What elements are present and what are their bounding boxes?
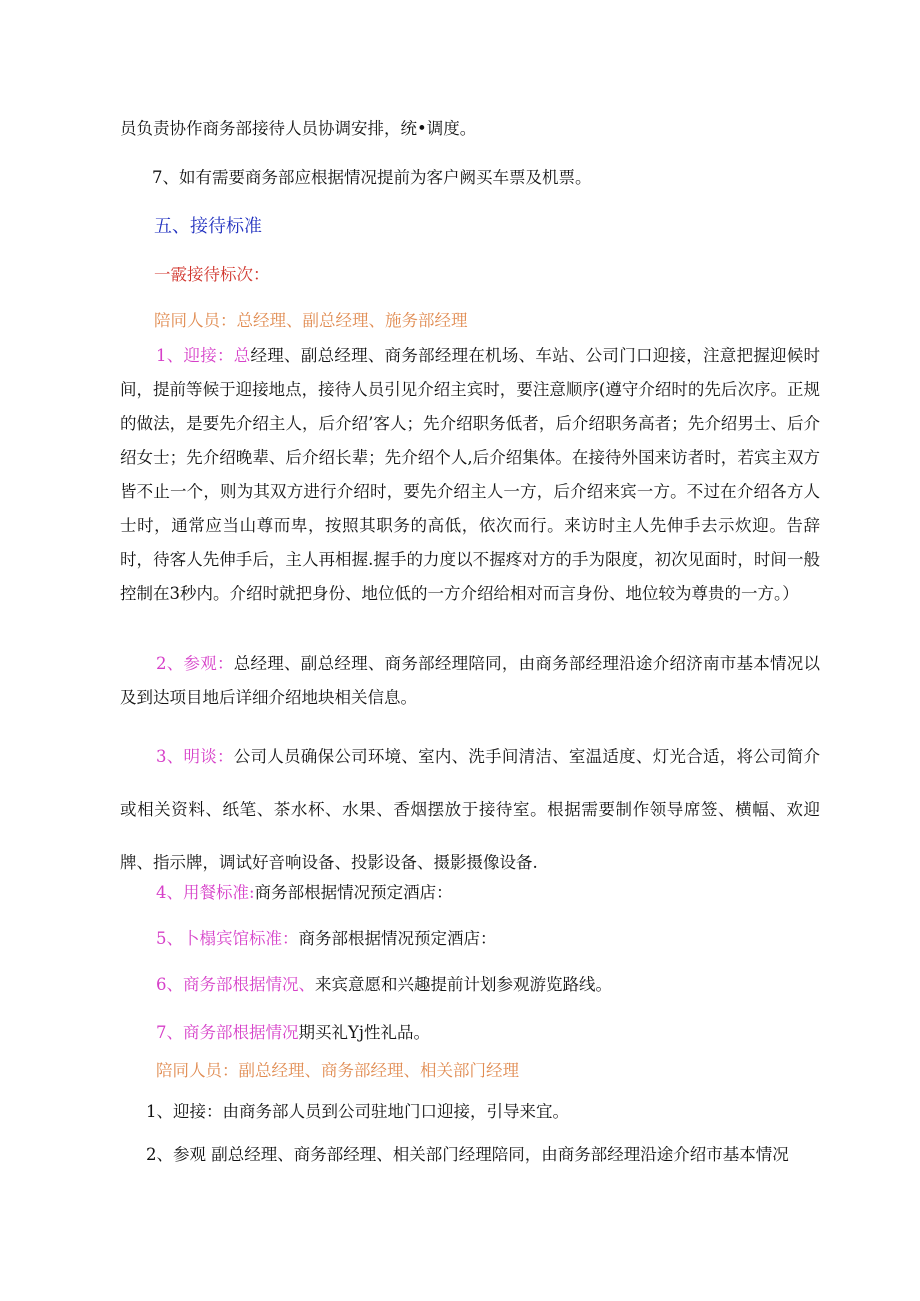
paragraph-talk-1: [120, 730, 820, 889]
visit-1-label: 2、参观：: [156, 654, 234, 673]
paragraph-welcome-1: [120, 339, 820, 611]
welcome-1-text: 经理、副总经理、商务部经理在机场、车站、公司门口迎接，注意把握迎候时间，提前等候于迎接地点，接待人员引见介绍主宾时，要注意顺序(遵守介绍时的先后次序。正规的做法，是要先介绍主人，后介绍’客人；先介绍职务低者，后介绍职务高者；先介绍男士、后介绍女士；先介绍晚辈、后介绍长辈；先介绍个人,后介绍集体。在接待外国来访者时，若宾主双方皆不止一个，则为其双方进行介绍时，要先介绍主人一方，后介绍来宾一方。不过在介绍各方人士时，通常应当山尊而卑，按照其职务的高低，依次而行。来访时主人先伸手去示炊迎。告辞时，待客人先伸手后，主人再相握.握手的力度以不握疼对方的手为限度，初次见面时，时间一般控制在3秒内。介绍时就把身份、地位低的一方介绍给相对而言身份、地位较为尊贵的一方。）: [120, 346, 821, 603]
paragraph-visit-1: [120, 647, 820, 715]
route-1-text: 来宾意愿和兴趣提前计划参观游览路线。: [315, 975, 612, 994]
paragraph-gift-1: [156, 1016, 856, 1050]
talk-1-text: 公司人员确保公司环境、室内、洗手间清洁、室温适度、灯光合适，将公司简介或相关资料、纸笔、茶水杯、水果、香烟摆放于接待室。根据需要制作领导席签、横幅、欢迎牌、指示牌，调试好音响设备、投影设备、摄影摄像设备.: [120, 747, 820, 872]
paragraph-continuation: 员负责协作商务部接待人员协调安排，统•调度。: [120, 119, 477, 138]
meal-1-label: 4、用餐标准:: [156, 883, 255, 902]
grade-heading-1: 一霰接待标次：: [154, 265, 270, 284]
hotel-1-text: 商务部根据情况预定酒店：: [298, 929, 497, 948]
section-heading-5: 五、接待标准: [154, 216, 262, 237]
escort-line-1: 陪同人员：总经理、副总经理、施务部经理: [154, 311, 468, 330]
visit-1-text: 总经理、副总经理、商务部经理陪同，由商务部经理沿途介绍济南市基本情况以及到达项目地后详细介绍地块相关信息。: [120, 654, 820, 707]
paragraph-visit-2: 2、参观 副总经理、商务部经理、相关部门经理陪同，由商务部经理沿途介绍市基本情况: [146, 1145, 789, 1164]
meal-1-text: 商务部根据情况预定酒店：: [254, 883, 453, 902]
gift-1-label: 7、商务部根据情况: [156, 1023, 299, 1042]
paragraph-welcome-2: 1、迎接：由商务部人员到公司驻地门口迎接，引导来宜。: [146, 1102, 569, 1121]
welcome-1-label: 1、迎接：总: [156, 346, 251, 365]
route-1-label: 6、商务部根据情况、: [156, 975, 315, 994]
gift-1-text: 期买礼Yj性礼品。: [298, 1023, 431, 1042]
paragraph-meal-1: [156, 876, 856, 910]
paragraph-route-1: [156, 968, 856, 1002]
paragraph-item-7: 7、如有需要商务部应根据情况提前为客户阙买车票及机票。: [152, 168, 592, 187]
paragraph-hotel-1: [156, 922, 856, 956]
escort-line-2: 陪同人员：副总经理、商务部经理、相关部门经理: [156, 1061, 519, 1080]
hotel-1-label: 5、卜榻宾馆标准：: [156, 929, 299, 948]
talk-1-label: 3、明谈：: [156, 747, 234, 766]
